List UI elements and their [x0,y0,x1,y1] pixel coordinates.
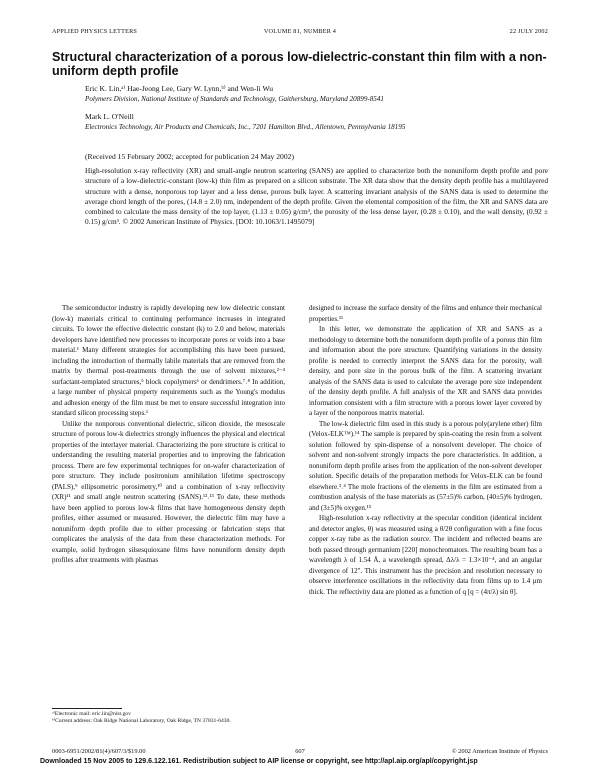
author-list-2: Mark L. O'Neill [85,112,134,121]
affiliation-2: Electronics Technology, Air Products and Chemicals, Inc., 7201 Hamilton Blvd., Allentown, Pennsylvania 18195 [85,123,406,131]
volume-number: VOLUME 81, NUMBER 4 [263,28,337,35]
copyright: © 2002 American Institute of Physics [451,748,548,755]
article-code: 0003-6951/2002/81(4)/607/3/$19.00 [52,748,146,755]
paper-title: Structural characterization of a porous low-dielectric-constant thin film with a non-uniform depth profile [52,50,547,78]
footnotes [52,711,285,725]
right-column [309,303,542,597]
paragraph: In this letter, we demonstrate the application of XR and SANS as a methodology to determine both the nonuniform depth profile of a porous thin film and information about the pore structure. Quantifying variations in the density profile is needed to correctly interpret the SANS data for the porosity, wall density, and pore size in the porous bulk of the film. A scattering invariant analysis of the SANS data is used to calculate the average pore size independent of the density depth profile. A full analysis of the XR and SANS data provides information consistent with a film structure with a porous lower layer covered by a layer of the nonporous matrix material. [309,325,542,417]
footnote-divider [52,708,122,709]
download-notice: Downloaded 15 Nov 2005 to 129.6.122.161. Redistribution subject to AIP license or copyright, see http://apl.aip.org/apl/copyright.jsp [40,758,478,765]
journal-name: APPLIED PHYSICS LETTERS [52,28,138,35]
abstract: High-resolution x-ray reflectivity (XR) and small-angle neutron scattering (SANS) are applied to characterize both the nonuniform depth profile and pore structure of a low-dielectric-constant (low-k) thin film as prepared on a silicon substrate. The XR data show that the density depth profile has a multilayered structure with a dense, nonporous top layer and a less dense, porous bulk layer. A scattering invariant analysis of the SANS data is used to determine the average chord length of the pores, (14.8 ± 2.0) nm, independent of the depth profile. Given the elemental composition of the film, the XR and SANS data are combined to calculate the mass density of the top layer, (1.13 ± 0.05) g/cm³, the porosity of the less dense layer, (0.28 ± 0.10), and the wall density, (0.92 ± 0.15) g/cm³. © 2002 American Institute of Physics. [DOI: 10.1063/1.1495079] [85,166,548,227]
author-list-1: Eric K. Lin,ᵃ⁾ Hae-Jeong Lee, Gary W. Lynn,ᵇ⁾ and Wen-li Wu [85,84,274,93]
paragraph: Unlike the nonporous conventional dielectric, silicon dioxide, the mesoscale structure of porous low-k dielectrics strongly influences the physical and electrical properties of the interlayer material. Characterizing the pore structure is critical to understanding the resulting material properties and to improving the fabrication process. There are few experimental techniques for on-wafer characterization of pore structure. They include positronium annihilation lifetime spectroscopy (PALS),⁹ ellipsometric porosimetry,¹⁰ and a combination of x-ray reflectivity (XR)¹¹ and small angle neutron scattering (SANS).¹²˒¹³ To date, these methods have been applied to porous low-k films that have homogeneous density depth profiles, either assumed or measured. However, the dielectric film may have a nonuniform depth profile due to either processing or fabrication steps that complicates the analysis of the data from these characterization methods. For example, solid hydrogen silsesquioxane films have nonuniform density depth profiles after treatments with plasmas [52,419,285,564]
paragraph: The semiconductor industry is rapidly developing new low dielectric constant (low-k) materials critical to continuing performance increases in integrated circuits. To lower the effective dielectric constant (k) to 2.0 and below, materials developers have identified new processes to incorporate pores or voids into a base material.¹ Many different strategies for accomplishing this have been pursued, including the introduction of thermally labile materials that are removed from the matrix by thermal post-treatments through the use of solvent mixtures,²⁻⁴ surfactant-templated structures,⁵ block copolymers⁶ or dendrimers.⁷˒⁸ In addition, a large number of physical property requirements such as the Young's modulus and adhesion energy of the film must be met to ensure successful integration into standard silicon processing steps.¹ [52,304,285,417]
left-column [52,303,285,566]
footnote: ᵇ⁾Current address: Oak Ridge National Laboratory, Oak Ridge, TN 37831-6430. [52,718,231,725]
affiliation-1: Polymers Division, National Institute of Standards and Technology, Gaithersburg, Maryland 20899-8541 [85,95,384,103]
page-number: 607 [295,748,305,755]
issue-date: 22 JULY 2002 [509,28,548,35]
paragraph: designed to increase the surface density of the films and enhance their mechanical properties.¹¹ [309,304,542,323]
received-dates: (Received 15 February 2002; accepted for publication 24 May 2002) [85,152,294,161]
paragraph: High-resolution x-ray reflectivity at the specular condition (identical incident and detector angles, θ) was measured using a θ/2θ configuration with a fine focus copper x-ray tube as the radiation source. The incident and reflected beams are both passed through germanium [220] monochromators. The resulting beam has a wavelength λ of 1.54 Å, a wavelength spread, Δλ/λ = 1.3×10⁻⁴, and an angular divergence of 12″. This instrument has the precision and resolution necessary to observe interference oscillations in the reflectivity data from films up to 1.4 μm thick. The reflectivity data are plotted as a function of q [q = (4π/λ) sin θ]. [309,514,542,596]
paragraph: The low-k dielectric film used in this study is a porous poly(arylene ether) film (Velox-ELK™).¹⁴ The sample is prepared by spin-coating the resin from a solvent solution followed by spin-dispense of a nonsolvent developer. The choice of solvent and non-solvent strongly impacts the pore characteristics. In addition, a nonuniform depth profile arises from the application of the non-solvent developer solution. Specific details of the preparation methods for Velox-ELK can be found elsewhere.³˒⁴ The mole fractions of the elements in the film are estimated from a combustion analysis of the base materials as (57±5)% carbon, (40±5)% hydrogen, and (3±5)% oxygen.¹⁵ [309,419,542,512]
footnote: ᵃ⁾Electronic mail: eric.lin@nist.gov [52,711,131,717]
